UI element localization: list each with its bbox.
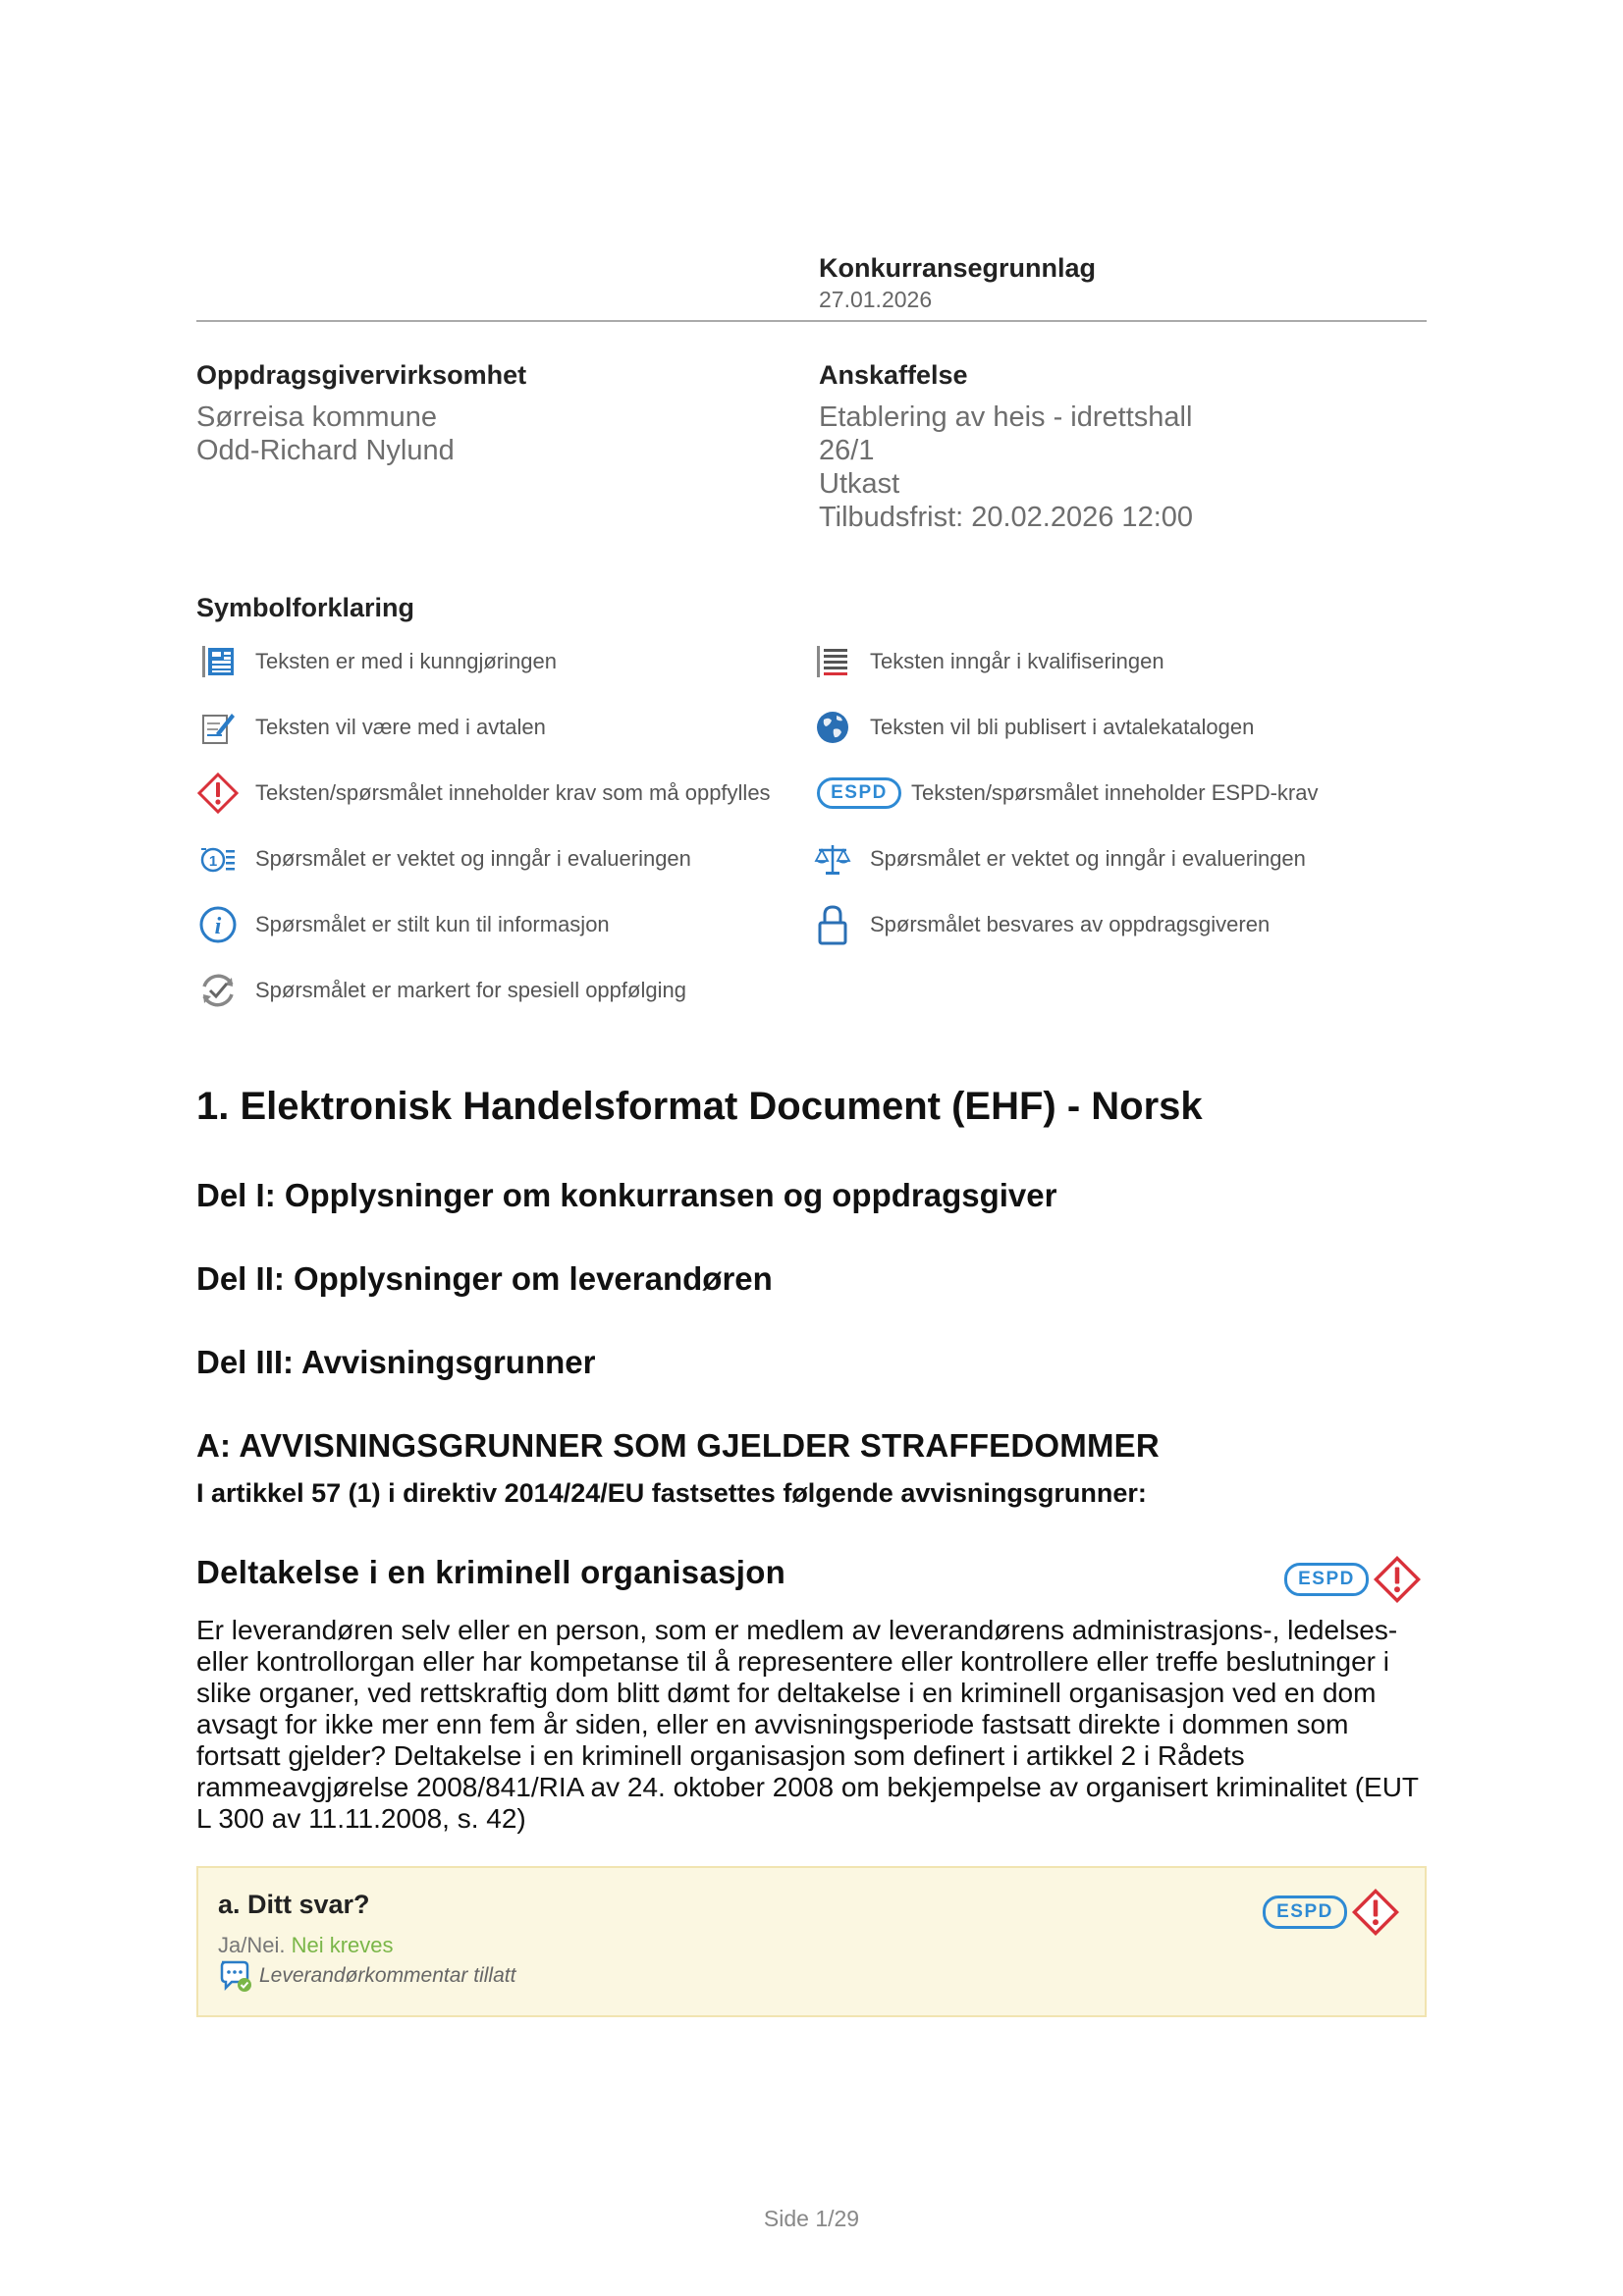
legend-text: Teksten inngår i kvalifiseringen: [870, 649, 1164, 673]
legend-item-followup: [196, 969, 686, 1012]
procurement-number: 26/1: [819, 435, 875, 466]
subsection-heading: A: AVVISNINGSGRUNNER SOM GJELDER STRAFFEDOMMER: [196, 1427, 1160, 1464]
question-title: Deltakelse i en kriminell organisasjon: [196, 1554, 786, 1590]
answer-type-line: [218, 1933, 394, 1958]
part-2-heading: Del II: Opplysninger om leverandøren: [196, 1260, 773, 1297]
legend-item-requirement: [196, 772, 771, 815]
procurement-heading: Anskaffelse: [819, 360, 968, 390]
question-body-line: L 300 av 11.11.2008, s. 42): [196, 1803, 526, 1834]
section-heading: 1. Elektronisk Handelsformat Document (EHF) - Norsk: [196, 1085, 1203, 1128]
question-body: [196, 1615, 1434, 1835]
question-body-line: Er leverandøren selv eller en person, som er medlem av leverandørens administrasjons-, ledelses-: [196, 1615, 1398, 1645]
page-number: Side 1/29: [763, 2206, 860, 2231]
scales-icon: [811, 837, 854, 881]
answer-type: Ja/Nei.: [218, 1933, 286, 1957]
qualification-icon: [811, 640, 854, 683]
part-3-heading: Del III: Avvisningsgrunner: [196, 1344, 596, 1380]
legend-item-weighted: [196, 837, 691, 881]
legend-text: Teksten/spørsmålet inneholder ESPD-krav: [911, 780, 1319, 805]
lock-icon: [811, 903, 854, 946]
legend-item-scales: [811, 837, 1306, 881]
globe-icon: [811, 706, 854, 749]
answer-comment-row: [218, 1958, 515, 1994]
espd-icon: ESPD: [817, 777, 901, 809]
legend-text: Spørsmålet er stilt kun til informasjon: [255, 912, 610, 936]
legend-text: Spørsmålet er markert for spesiell oppfølging: [255, 978, 686, 1002]
contract-icon: [196, 706, 240, 749]
weighted-number-icon: [196, 837, 240, 881]
legend-text: Spørsmålet er vektet og inngår i evalueringen: [870, 846, 1306, 871]
client-contact: Odd-Richard Nylund: [196, 435, 455, 466]
svg-text:1: 1: [208, 853, 218, 870]
question-badges: [1284, 1555, 1422, 1604]
legend-item-qualification: [811, 640, 1164, 683]
followup-icon: [196, 969, 240, 1012]
procurement-name: Etablering av heis - idrettshall: [819, 401, 1193, 433]
requirement-icon: [1373, 1555, 1422, 1604]
espd-icon: ESPD: [1263, 1896, 1347, 1929]
answer-expected: Nei kreves: [291, 1933, 394, 1957]
question-body-line: fortsatt gjelder? Deltakelse i en kriminell organisasjon som definert i artikkel 2 i Rådets: [196, 1740, 1245, 1771]
answer-comment: Leverandørkommentar tillatt: [259, 1964, 516, 1987]
legend-item-contract: [196, 706, 546, 749]
requirement-icon: [1351, 1888, 1400, 1937]
legend-item-lock: [811, 903, 1270, 946]
client-org: Sørreisa kommune: [196, 401, 437, 433]
header-divider: [196, 320, 1427, 322]
question-body-line: eller kontrollorgan eller har kompetanse til å representere eller kontrollere eller treffe beslutninger i: [196, 1646, 1390, 1677]
legend-heading: Symbolforklaring: [196, 593, 415, 622]
legend-item-espd: [817, 772, 1319, 815]
answer-badges: [1263, 1888, 1400, 1937]
legend-text: Spørsmålet besvares av oppdragsgiveren: [870, 912, 1271, 936]
procurement-status: Utkast: [819, 468, 900, 500]
legend-item-catalog: [811, 706, 1254, 749]
legend-item-info: [196, 903, 610, 946]
requirement-icon: [196, 772, 240, 815]
document-date: 27.01.2026: [819, 287, 933, 312]
legend-item-announcement: [196, 640, 557, 683]
legend-text: Teksten/spørsmålet inneholder krav som må oppfylles: [255, 780, 771, 805]
legend-text: Teksten vil bli publisert i avtalekatalogen: [870, 715, 1255, 739]
document-title: Konkurransegrunnlag: [819, 253, 1097, 283]
announcement-icon: [196, 640, 240, 683]
answer-box: [196, 1866, 1427, 2017]
client-heading: Oppdragsgivervirksomhet: [196, 360, 527, 390]
answer-title: a. Ditt svar?: [218, 1890, 370, 1919]
question-body-line: rammeavgjørelse 2008/841/RIA av 24. oktober 2008 om bekjempelse av organisert kriminalitet (EUT: [196, 1772, 1420, 1802]
question-body-line: avsagt for ikke mer enn fem år siden, eller en avvisningsperiode fastsatt direkte i dommen som: [196, 1709, 1349, 1739]
subsection-intro: I artikkel 57 (1) i direktiv 2014/24/EU fastsettes følgende avvisningsgrunner:: [196, 1478, 1147, 1508]
legend-text: Teksten vil være med i avtalen: [255, 715, 546, 739]
procurement-deadline: Tilbudsfrist: 20.02.2026 12:00: [819, 502, 1194, 533]
question-body-line: slike organer, ved rettskraftig dom blitt dømt for deltakelse i en kriminell organisasjon ved en dom: [196, 1678, 1377, 1708]
svg-text:i: i: [214, 914, 222, 939]
comment-allowed-icon: [218, 1958, 253, 1994]
legend-text: Spørsmålet er vektet og inngår i evalueringen: [255, 846, 691, 871]
espd-icon: ESPD: [1284, 1563, 1369, 1596]
part-1-heading: Del I: Opplysninger om konkurransen og oppdragsgiver: [196, 1177, 1057, 1213]
legend-text: Teksten er med i kunngjøringen: [255, 649, 557, 673]
info-icon: [196, 903, 240, 946]
